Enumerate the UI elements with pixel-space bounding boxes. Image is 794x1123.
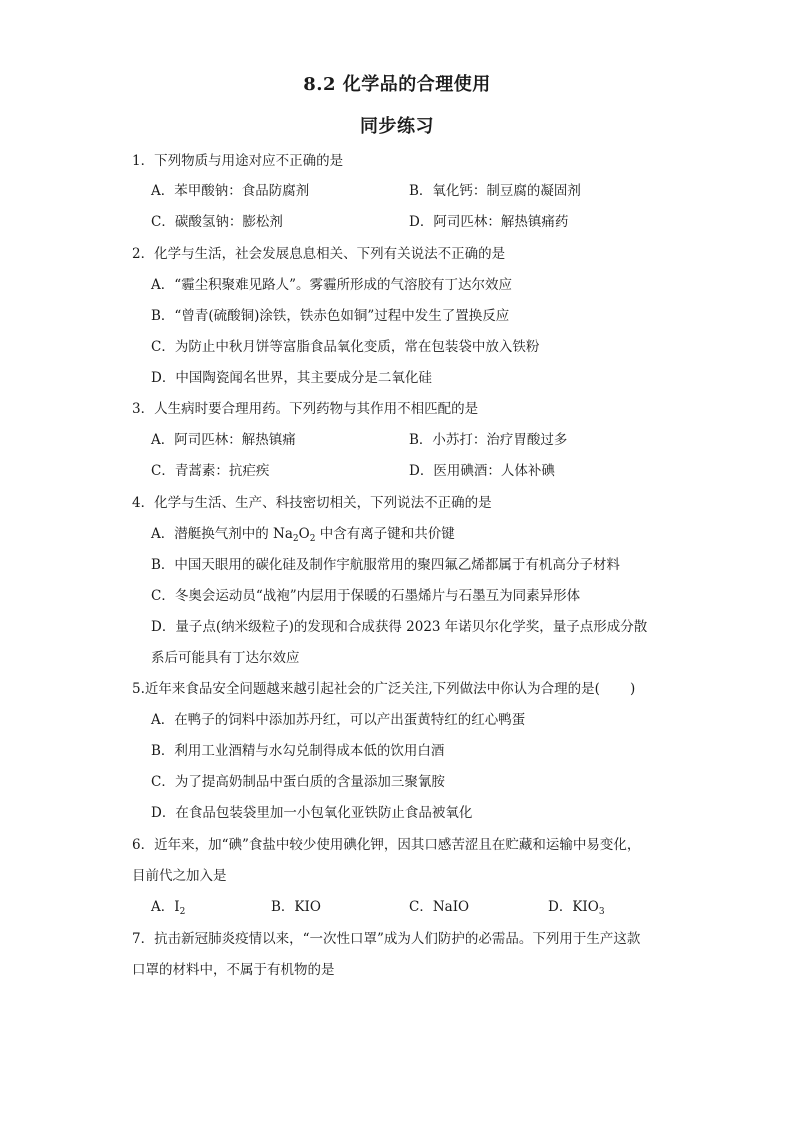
- document-title: 8.2 化学品的合理使用: [303, 74, 491, 95]
- subscript-3: 3: [598, 907, 605, 917]
- question-5-stem: [132, 679, 635, 699]
- question-1-option-a: A．苯甲酸钠：食品防腐剂: [151, 183, 310, 199]
- question-4-option-a-text-mid: O: [298, 526, 310, 542]
- subscript-2: 2: [292, 534, 299, 544]
- question-1-option-d: D．阿司匹林：解热镇痛药: [409, 214, 569, 230]
- question-4-option-d: D．量子点(纳米级粒子)的发现和合成获得 2023 年诺贝尔化学奖，量子点形成分散: [151, 619, 648, 635]
- document-subtitle: 同步练习: [360, 116, 434, 137]
- question-6-stem: 6．近年来，加“碘”食盐中较少使用碘化钾，因其口感苦涩且在贮藏和运输中易变化，: [132, 837, 641, 853]
- question-4-option-c: C．冬奥会运动员“战袍”内层用于保暖的石墨烯片与石墨互为同素异形体: [151, 588, 581, 604]
- question-2-option-a: A．“霾尘积聚难见路人”。雾霾所形成的气溶胶有丁达尔效应: [151, 277, 513, 293]
- question-2-stem: 2．化学与生活，社会发展息息相关、下列有关说法不正确的是: [132, 246, 506, 262]
- question-5-option-d: D．在食品包装袋里加一小包氧化亚铁防止食品被氧化: [151, 805, 473, 821]
- question-6-option-a: [151, 897, 185, 917]
- question-7-stem: 7．抗击新冠肺炎疫情以来，“一次性口罩”成为人们防护的必需品。下列用于生产这款: [132, 931, 641, 947]
- question-3-option-d: D．医用碘酒：人体补碘: [409, 463, 555, 479]
- question-4-option-b: B．中国天眼用的碳化硅及制作宇航服常用的聚四氟乙烯都属于有机高分子材料: [151, 557, 620, 573]
- question-1-option-b: B．氧化钙：制豆腐的凝固剂: [409, 183, 581, 199]
- question-2-option-d: D．中国陶瓷闻名世界，其主要成分是二氧化硅: [151, 370, 432, 386]
- subscript-2: 2: [309, 534, 316, 544]
- question-3-option-a: A．阿司匹林：解热镇痛: [151, 432, 296, 448]
- question-6-option-b: B．KIO: [271, 899, 321, 915]
- question-4-option-a-text-post: 中含有离子键和共价键: [315, 526, 455, 542]
- subscript-2: 2: [179, 907, 186, 917]
- question-4-option-a: [151, 524, 455, 544]
- question-4-option-a-text-pre: A．潜艇换气剂中的 Na: [151, 526, 293, 542]
- question-7-stem-continued: 口罩的材料中，不属于有机物的是: [132, 962, 335, 978]
- question-3-option-c: C．青蒿素：抗疟疾: [151, 463, 270, 479]
- question-5-stem-text: 5.近年来食品安全问题越来越引起社会的广泛关注,下列做法中你认为合理的是(: [132, 681, 600, 697]
- question-1-stem: 1．下列物质与用途对应不正确的是: [132, 153, 344, 169]
- question-3-option-b: B．小苏打：治疗胃酸过多: [409, 432, 568, 448]
- question-6-option-a-text: A．I: [151, 899, 180, 915]
- question-4-option-d-continued: 系后可能具有丁达尔效应: [151, 650, 300, 666]
- question-4-stem: 4．化学与生活、生产、科技密切相关，下列说法不正确的是: [132, 495, 492, 511]
- question-6-option-d-text: D．KIO: [548, 899, 599, 915]
- question-2-option-c: C．为防止中秋月饼等富脂食品氧化变质，常在包装袋中放入铁粉: [151, 339, 540, 355]
- question-5-option-b: B．利用工业酒精与水勾兑制得成本低的饮用白酒: [151, 743, 445, 759]
- question-1-option-c: C．碳酸氢钠：膨松剂: [151, 214, 283, 230]
- question-3-stem: 3．人生病时要合理用药。下列药物与其作用不相匹配的是: [132, 401, 479, 417]
- question-6-stem-continued: 目前代之加入是: [132, 868, 227, 884]
- question-5-option-a: A．在鸭子的饲料中添加苏丹红，可以产出蛋黄特红的红心鸭蛋: [151, 712, 526, 728]
- question-5-option-c: C．为了提高奶制品中蛋白质的含量添加三聚氰胺: [151, 774, 445, 790]
- question-2-option-b: B．“曾青(硫酸铜)涂铁，铁赤色如铜”过程中发生了置换反应: [151, 308, 510, 324]
- question-6-option-d: [548, 897, 605, 917]
- question-6-option-c: C．NaIO: [409, 899, 470, 915]
- question-5-stem-close: ): [629, 681, 636, 697]
